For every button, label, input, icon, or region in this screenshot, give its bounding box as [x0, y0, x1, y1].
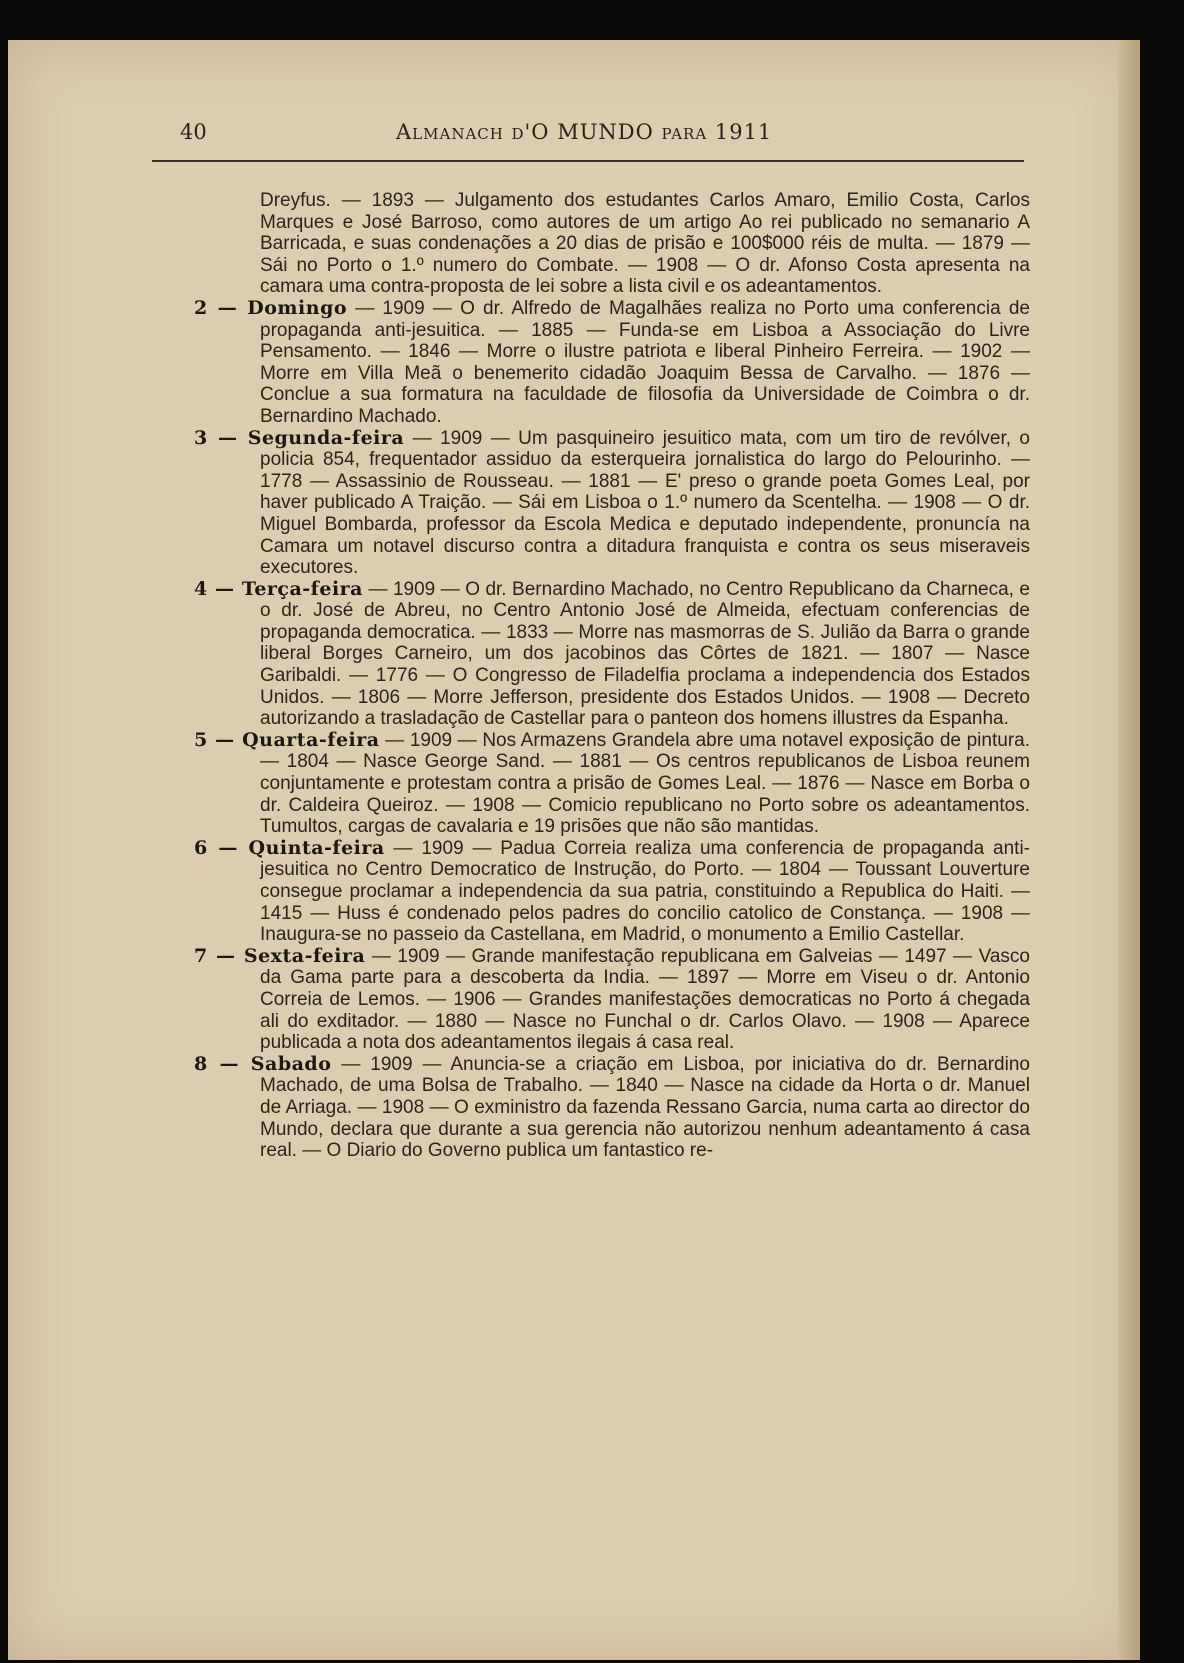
entry-day-3: [194, 426, 1030, 579]
entry-text: — 1909 — O dr. Bernardino Machado, no Centro Republicano da Charneca, e o dr. José de Abreu, no Centro Antonio José de Almeida, efectuam conferencias de propaganda democratica. — 1833 — Morre nas masmorras de S. Julião da Barra o grande liberal Borges Carneiro, um dos jacobinos das Côrtes de 1821. — 1807 — Nasce Garibaldi. — 1776 — O Congresso de Filadelfia proclama a independencia dos Estados Unidos. — 1806 — Morre Jefferson, presidente dos Estados Unidos. — 1908 — Decreto autorizando a trasladação de Castellar para o panteon dos homens illustres da Espanha.: [260, 578, 1030, 730]
running-title: Almanach d'O MUNDO para 1911: [396, 120, 773, 144]
entry-text: — 1909 — Padua Correia realiza uma conferencia de propaganda anti-jesuitica no Centro Democratico de Instrução, do Porto. — 1804 — Toussant Louverture consegue proclamar a independencia da sua patria, constituindo a Republica do Haiti. — 1415 — Huss é condenado pelos padres do concilio catolico de Constança. — 1908 — Inaugura-se no passeio da Castellana, em Madrid, o monumento a Emilio Castellar.: [260, 837, 1030, 946]
day-label: 7 — Sexta-feira: [194, 944, 366, 967]
entry-text: — 1909 — Nos Armazens Grandela abre uma notavel exposição de pintura. — 1804 — Nasce George Sand. — 1881 — Os centros republicanos de Lisboa reunem conjuntamente e protestam contra a prisão de Gomes Leal. — 1876 — Nasce em Borba o dr. Caldeira Queiroz. — 1908 — Comicio republicano no Porto sobre os adeantamentos. Tumultos, cargas de cavalaria e 19 prisões que não são mantidas.: [260, 729, 1030, 838]
entry-text: — 1909 — Grande manifestação republicana em Galveias — 1497 — Vasco da Gama parte para a descoberta da India. — 1897 — Morre em Viseu o dr. Antonio Correia de Lemos. — 1906 — Grandes manifestações democraticas no Porto á chegada ali do exditador. — 1880 — Nasce no Funchal o dr. Carlos Olavo. — 1908 — Aparece publicada a nota dos adeantamentos ilegais á casa real.: [260, 945, 1030, 1054]
day-label: 8 — Sabado: [194, 1052, 332, 1075]
header-rule: [152, 160, 1024, 162]
day-label: 4 — Terça-feira: [194, 577, 363, 600]
entry-day-7: [194, 944, 1030, 1054]
entry-day-6: [194, 836, 1030, 946]
entry-day-8: [194, 1052, 1030, 1162]
entry-day-2: [194, 296, 1030, 428]
entry-text: Dreyfus. — 1893 — Julgamento dos estudantes Carlos Amaro, Emilio Costa, Carlos Marques e José Barroso, como autores de um artigo Ao rei publicado no semanario A Barricada, e suas condenações a 20 dias de prisão e 100$000 réis de multa. — 1879 — Sái no Porto o 1.º numero do Combate. — 1908 — O dr. Afonso Costa apresenta na camara uma contra-proposta de lei sobre a lista civil e os adeantamentos.: [260, 190, 1030, 298]
entry-day-5: [194, 728, 1030, 838]
day-label: 6 — Quinta-feira: [194, 836, 385, 859]
entry-continuation: [260, 190, 1030, 298]
day-label: 2 — Domingo: [194, 296, 348, 319]
day-label: 3 — Segunda-feira: [194, 426, 405, 449]
entry-text: — 1909 — Anuncia-se a criação em Lisboa, por iniciativa do dr. Bernardino Machado, de uma Bolsa de Trabalho. — 1840 — Nasce na cidade da Horta o dr. Manuel de Arriaga. — 1908 — O exministro da fazenda Ressano Garcia, numa carta ao director do Mundo, declara que durante a sua gerencia não autorizou nenhum adeantamento á casa real. — O Diario do Governo publica um fantastico re-: [260, 1053, 1030, 1162]
entry-text: — 1909 — Um pasquineiro jesuitico mata, com um tiro de revólver, o policia 854, frequentador assiduo da esterqueira jornalistica do largo do Pelourinho. — 1778 — Assassinio de Rousseau. — 1881 — E' preso o grande poeta Gomes Leal, por haver publicado A Traição. — Sái em Lisboa o 1.º numero da Scentelha. — 1908 — O dr. Miguel Bombarda, professor da Escola Medica e deputado independente, pronuncía na Camara um notavel discurso contra a ditadura franquista e contra os seus miseraveis executores.: [260, 427, 1030, 579]
entry-day-4: [194, 577, 1030, 730]
day-label: 5 — Quarta-feira: [194, 728, 380, 751]
page-edge: [1118, 40, 1140, 1660]
page-number: 40: [180, 120, 207, 144]
page-header: [158, 86, 1018, 144]
almanac-body: [194, 190, 1030, 1162]
entry-text: — 1909 — O dr. Alfredo de Magalhães realiza no Porto uma conferencia de propaganda anti-jesuitica. — 1885 — Funda-se em Lisboa a Associação do Livre Pensamento. — 1846 — Morre o ilustre patriota e liberal Pinheiro Ferreira. — 1902 — Morre em Villa Meã o benemerito cidadão Joaquim Bessa de Carvalho. — 1876 — Conclue a sua formatura na faculdade de filosofia da Universidade de Coimbra o dr. Bernardino Machado.: [260, 297, 1030, 427]
